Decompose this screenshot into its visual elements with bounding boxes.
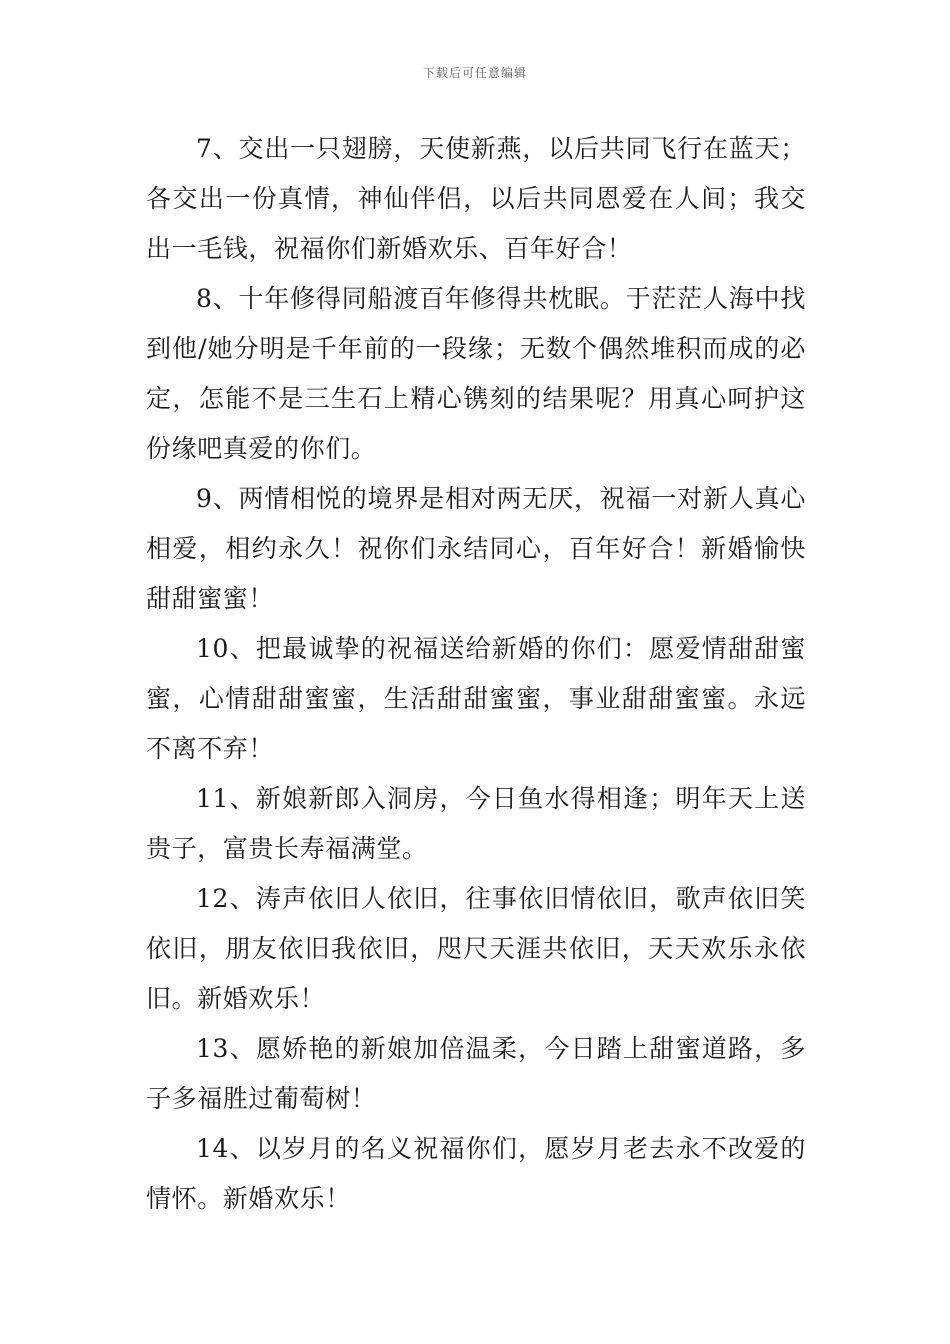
paragraph-8: 8、十年修得同船渡百年修得共枕眠。于茫茫人海中找到他/她分明是千年前的一段缘；无数个偶然堆积而成的必定，怎能不是三生石上精心镌刻的结果呢？用真心呵护这份缘吧真爱的你们。 xyxy=(146,284,806,463)
paragraph-10: 10、把最诚挚的祝福送给新婚的你们：愿爱情甜甜蜜蜜，心情甜甜蜜蜜，生活甜甜蜜蜜，事业甜甜蜜蜜。永远不离不弃！ xyxy=(146,634,806,763)
paragraph-13: 13、愿娇艳的新娘加倍温柔，今日踏上甜蜜道路，多子多福胜过葡萄树！ xyxy=(146,1034,806,1113)
document-body xyxy=(146,124,806,1224)
page-header-note: 下载后可任意编辑 xyxy=(422,66,527,80)
paragraph-9: 9、两情相悦的境界是相对两无厌，祝福一对新人真心相爱，相约永久！祝你们永结同心，百年好合！新婚愉快甜甜蜜蜜！ xyxy=(146,484,806,613)
paragraph-11: 11、新娘新郎入洞房，今日鱼水得相逢；明年天上送贵子，富贵长寿福满堂。 xyxy=(146,784,806,863)
paragraph-14: 14、以岁月的名义祝福你们，愿岁月老去永不改爱的情怀。新婚欢乐！ xyxy=(146,1134,806,1213)
paragraph-12: 12、涛声依旧人依旧，往事依旧情依旧，歌声依旧笑依旧，朋友依旧我依旧，咫尺天涯共依旧，天天欢乐永依旧。新婚欢乐！ xyxy=(146,884,806,1013)
paragraph-7: 7、交出一只翅膀，天使新燕，以后共同飞行在蓝天；各交出一份真情，神仙伴侣，以后共同恩爱在人间；我交出一毛钱，祝福你们新婚欢乐、百年好合！ xyxy=(146,134,806,263)
